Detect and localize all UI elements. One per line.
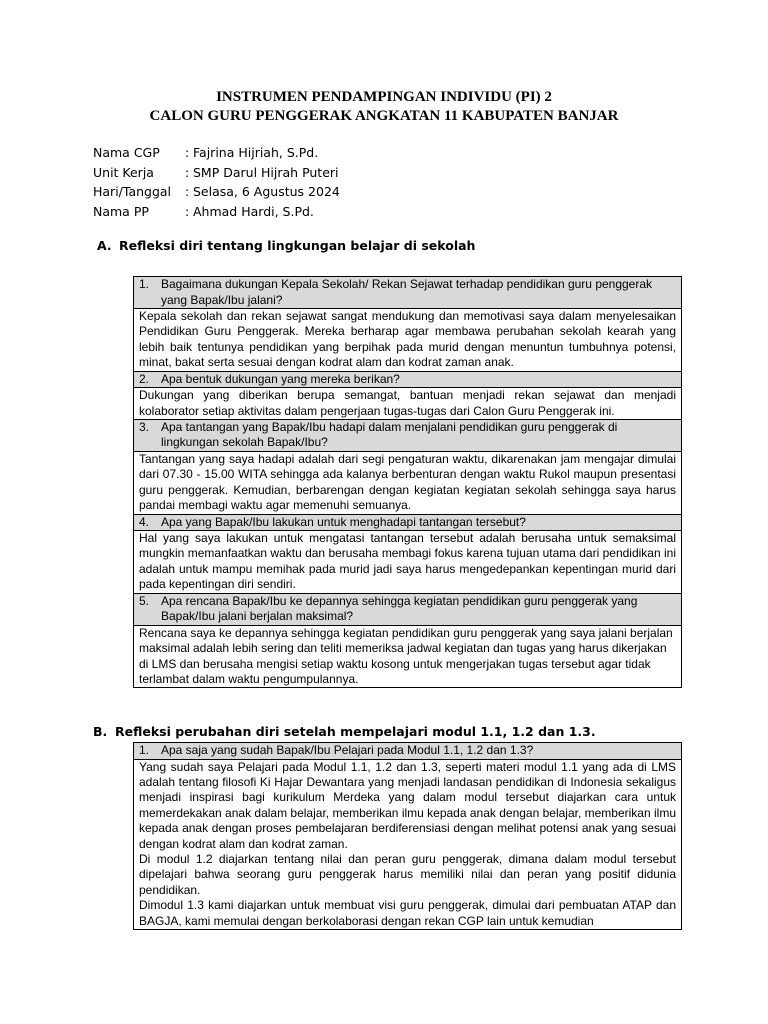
question-cell bbox=[134, 277, 682, 309]
question-number: 4. bbox=[139, 514, 150, 529]
section-title: Refleksi perubahan diri setelah mempelajari modul 1.1, 1.2 dan 1.3. bbox=[115, 724, 596, 739]
answer-row bbox=[134, 759, 682, 929]
question-cell bbox=[134, 371, 682, 388]
answer-text: Dukungan yang diberikan berupa semangat, bantuan menjadi rekan sejawat dan menjadi kolaborator setiap aktivitas dalam pengerjaan tugas-tugas dari Calon Guru Penggerak ini. bbox=[139, 388, 676, 418]
identity-value: Fajrina Hijriah, S.Pd. bbox=[193, 145, 319, 160]
question-number: 2. bbox=[139, 371, 150, 386]
identity-label: Hari/Tanggal bbox=[93, 184, 172, 199]
identity-row-nama-cgp bbox=[93, 143, 340, 163]
answer-text: Hal yang saya lakukan untuk mengatasi tantangan tersebut adalah berusaha untuk semaksimal mungkin memanfaatkan waktu dan berusaha membagi fokus karena tujuan utama dari pendidikan ini adalah untuk mampu memihak pada murid jadi saya harus mengedepankan kepentingan murid dari pada kepentingan diri sendiri. bbox=[139, 531, 676, 592]
answer-text: Rencana saya ke depannya sehingga kegiatan pendidikan guru penggerak yang saya jalani berjalan maksimal adalah lebih sering dan teliti memeriksa jadwal kegiatan dan tugas yang harus dikerjakan di LMS dan berusaha mengisi setiap waktu kosong untuk mengerjakan tugas tersebut agar tidak terlambat dalam waktu pengumpulannya. bbox=[139, 625, 673, 686]
answer-cell bbox=[134, 625, 682, 688]
answer-row bbox=[134, 309, 682, 372]
answer-row bbox=[134, 531, 682, 594]
question-cell bbox=[134, 419, 682, 451]
identity-colon: : bbox=[185, 164, 190, 180]
document-title-line-2: CALON GURU PENGGERAK ANGKATAN 11 KABUPATEN BANJAR bbox=[149, 108, 619, 124]
question-text: Apa bentuk dukungan yang mereka berikan? bbox=[161, 371, 400, 386]
question-row bbox=[134, 593, 682, 625]
answer-paragraph: Dimodul 1.3 kami diajarkan untuk membuat visi guru penggerak, dimulai dari pembuatan ATAP dan BAGJA, kami memulai dengan berkolaborasi dengan rekan CGP lain untuk kemudian bbox=[139, 898, 676, 928]
section-letter: B. bbox=[93, 724, 108, 739]
answer-cell bbox=[134, 309, 682, 372]
question-text: Apa yang Bapak/Ibu lakukan untuk menghadapi tantangan tersebut? bbox=[161, 514, 526, 529]
question-cell bbox=[134, 514, 682, 531]
question-row bbox=[134, 743, 682, 760]
answer-row bbox=[134, 451, 682, 514]
identity-label: Unit Kerja bbox=[93, 164, 154, 180]
identity-value: Selasa, 6 Agustus 2024 bbox=[193, 184, 340, 199]
document-title-line-1: INSTRUMEN PENDAMPINGAN INDIVIDU (PI) 2 bbox=[216, 89, 552, 105]
answer-row bbox=[134, 625, 682, 688]
question-number: 5. bbox=[139, 593, 150, 608]
question-number: 3. bbox=[139, 419, 150, 434]
question-text: Apa saja yang sudah Bapak/Ibu Pelajari pada Modul 1.1, 1.2 dan 1.3? bbox=[161, 743, 534, 757]
question-row bbox=[134, 371, 682, 388]
question-row bbox=[134, 277, 682, 309]
identity-row-nama-pp bbox=[93, 202, 340, 222]
identity-block bbox=[93, 143, 340, 221]
question-cell bbox=[134, 593, 682, 625]
identity-value: SMP Darul Hijrah Puteri bbox=[193, 164, 339, 180]
answer-cell bbox=[134, 388, 682, 420]
question-cell bbox=[134, 743, 682, 760]
identity-colon: : bbox=[185, 203, 190, 219]
question-text: Bagaimana dukungan Kepala Sekolah/ Rekan Sejawat terhadap pendidikan guru penggerak yang Bapak/Ibu jalani? bbox=[161, 277, 653, 307]
identity-colon: : bbox=[185, 145, 190, 160]
section-a-heading bbox=[97, 238, 475, 254]
question-text: Apa tantangan yang Bapak/Ibu hadapi dalam menjalani pendidikan guru penggerak di lingkungan sekolah Bapak/Ibu? bbox=[161, 419, 618, 450]
identity-colon: : bbox=[185, 184, 190, 199]
section-b-table bbox=[133, 742, 682, 930]
identity-row-hari-tanggal bbox=[93, 182, 340, 202]
identity-label: Nama CGP bbox=[93, 145, 160, 160]
answer-text: Kepala sekolah dan rekan sejawat sangat mendukung dan memotivasi saya dalam menyelesaikan Pendidikan Guru Penggerak. Mereka berharap agar membawa perubahan sekolah kearah yang lebih baik tentunya pendidikan yang berpihak pada murid dengan menuntun tumbuhnya potensi, minat, bakat serta sesuai dengan kodrat alam dan kodrat zaman anak. bbox=[139, 309, 676, 370]
question-number: 1. bbox=[139, 277, 150, 291]
section-title: Refleksi diri tentang lingkungan belajar di sekolah bbox=[119, 238, 476, 253]
question-row bbox=[134, 514, 682, 531]
question-number: 1. bbox=[139, 743, 150, 757]
identity-row-unit-kerja bbox=[93, 163, 340, 183]
section-b-heading bbox=[93, 724, 596, 740]
answer-paragraph: Di modul 1.2 diajarkan tentang nilai dan peran guru penggerak, dimana dalam modul tersebut dipelajari bahwa seorang guru penggerak harus memiliki nilai dan peran yang positif didunia pendidikan. bbox=[139, 851, 676, 897]
answer-cell bbox=[134, 451, 682, 514]
answer-row bbox=[134, 388, 682, 420]
identity-value: Ahmad Hardi, S.Pd. bbox=[193, 203, 314, 219]
identity-label: Nama PP bbox=[93, 203, 149, 219]
answer-paragraph: Yang sudah saya Pelajari pada Modul 1.1, 1.2 dan 1.3, seperti materi modul 1.1 yang ada di LMS adalah tentang filosofi Ki Hajar Dewantara yang menjadi landasan pendidikan di Indonesia sekaligus menjadi inspirasi bagi kurikulum Merdeka yang dalam modul tersebut diajarkan cara untuk memerdekakan anak dalam belajar, memberikan ilmu kepada anak dengan belajar, memberikan ilmu kepada anak dengan proses pembelajaran berdiferensiasi dengan melihat potensi anak yang sesuai dengan kodrat alam dan kodrat zaman. bbox=[139, 759, 676, 851]
answer-text: Tantangan yang saya hadapi adalah dari segi pengaturan waktu, dikarenakan jam mengajar dimulai dari 07.30 - 15.00 WITA sehingga ada kalanya berbenturan dengan waktu Rukol maupun presentasi guru penggerak. Kemudian, berbarengan dengan kegiatan kegiatan sekolah sehingga saya harus pandai membagi waktu agar memenuhi semuanya. bbox=[139, 451, 676, 513]
question-text: Apa rencana Bapak/Ibu ke depannya sehingga kegiatan pendidikan guru penggerak yang Bapak/Ibu jalani berjalan maksimal? bbox=[161, 593, 638, 624]
section-letter: A. bbox=[97, 238, 112, 253]
answer-cell bbox=[134, 759, 682, 929]
answer-cell bbox=[134, 531, 682, 594]
question-row bbox=[134, 419, 682, 451]
section-a-table bbox=[133, 276, 682, 688]
